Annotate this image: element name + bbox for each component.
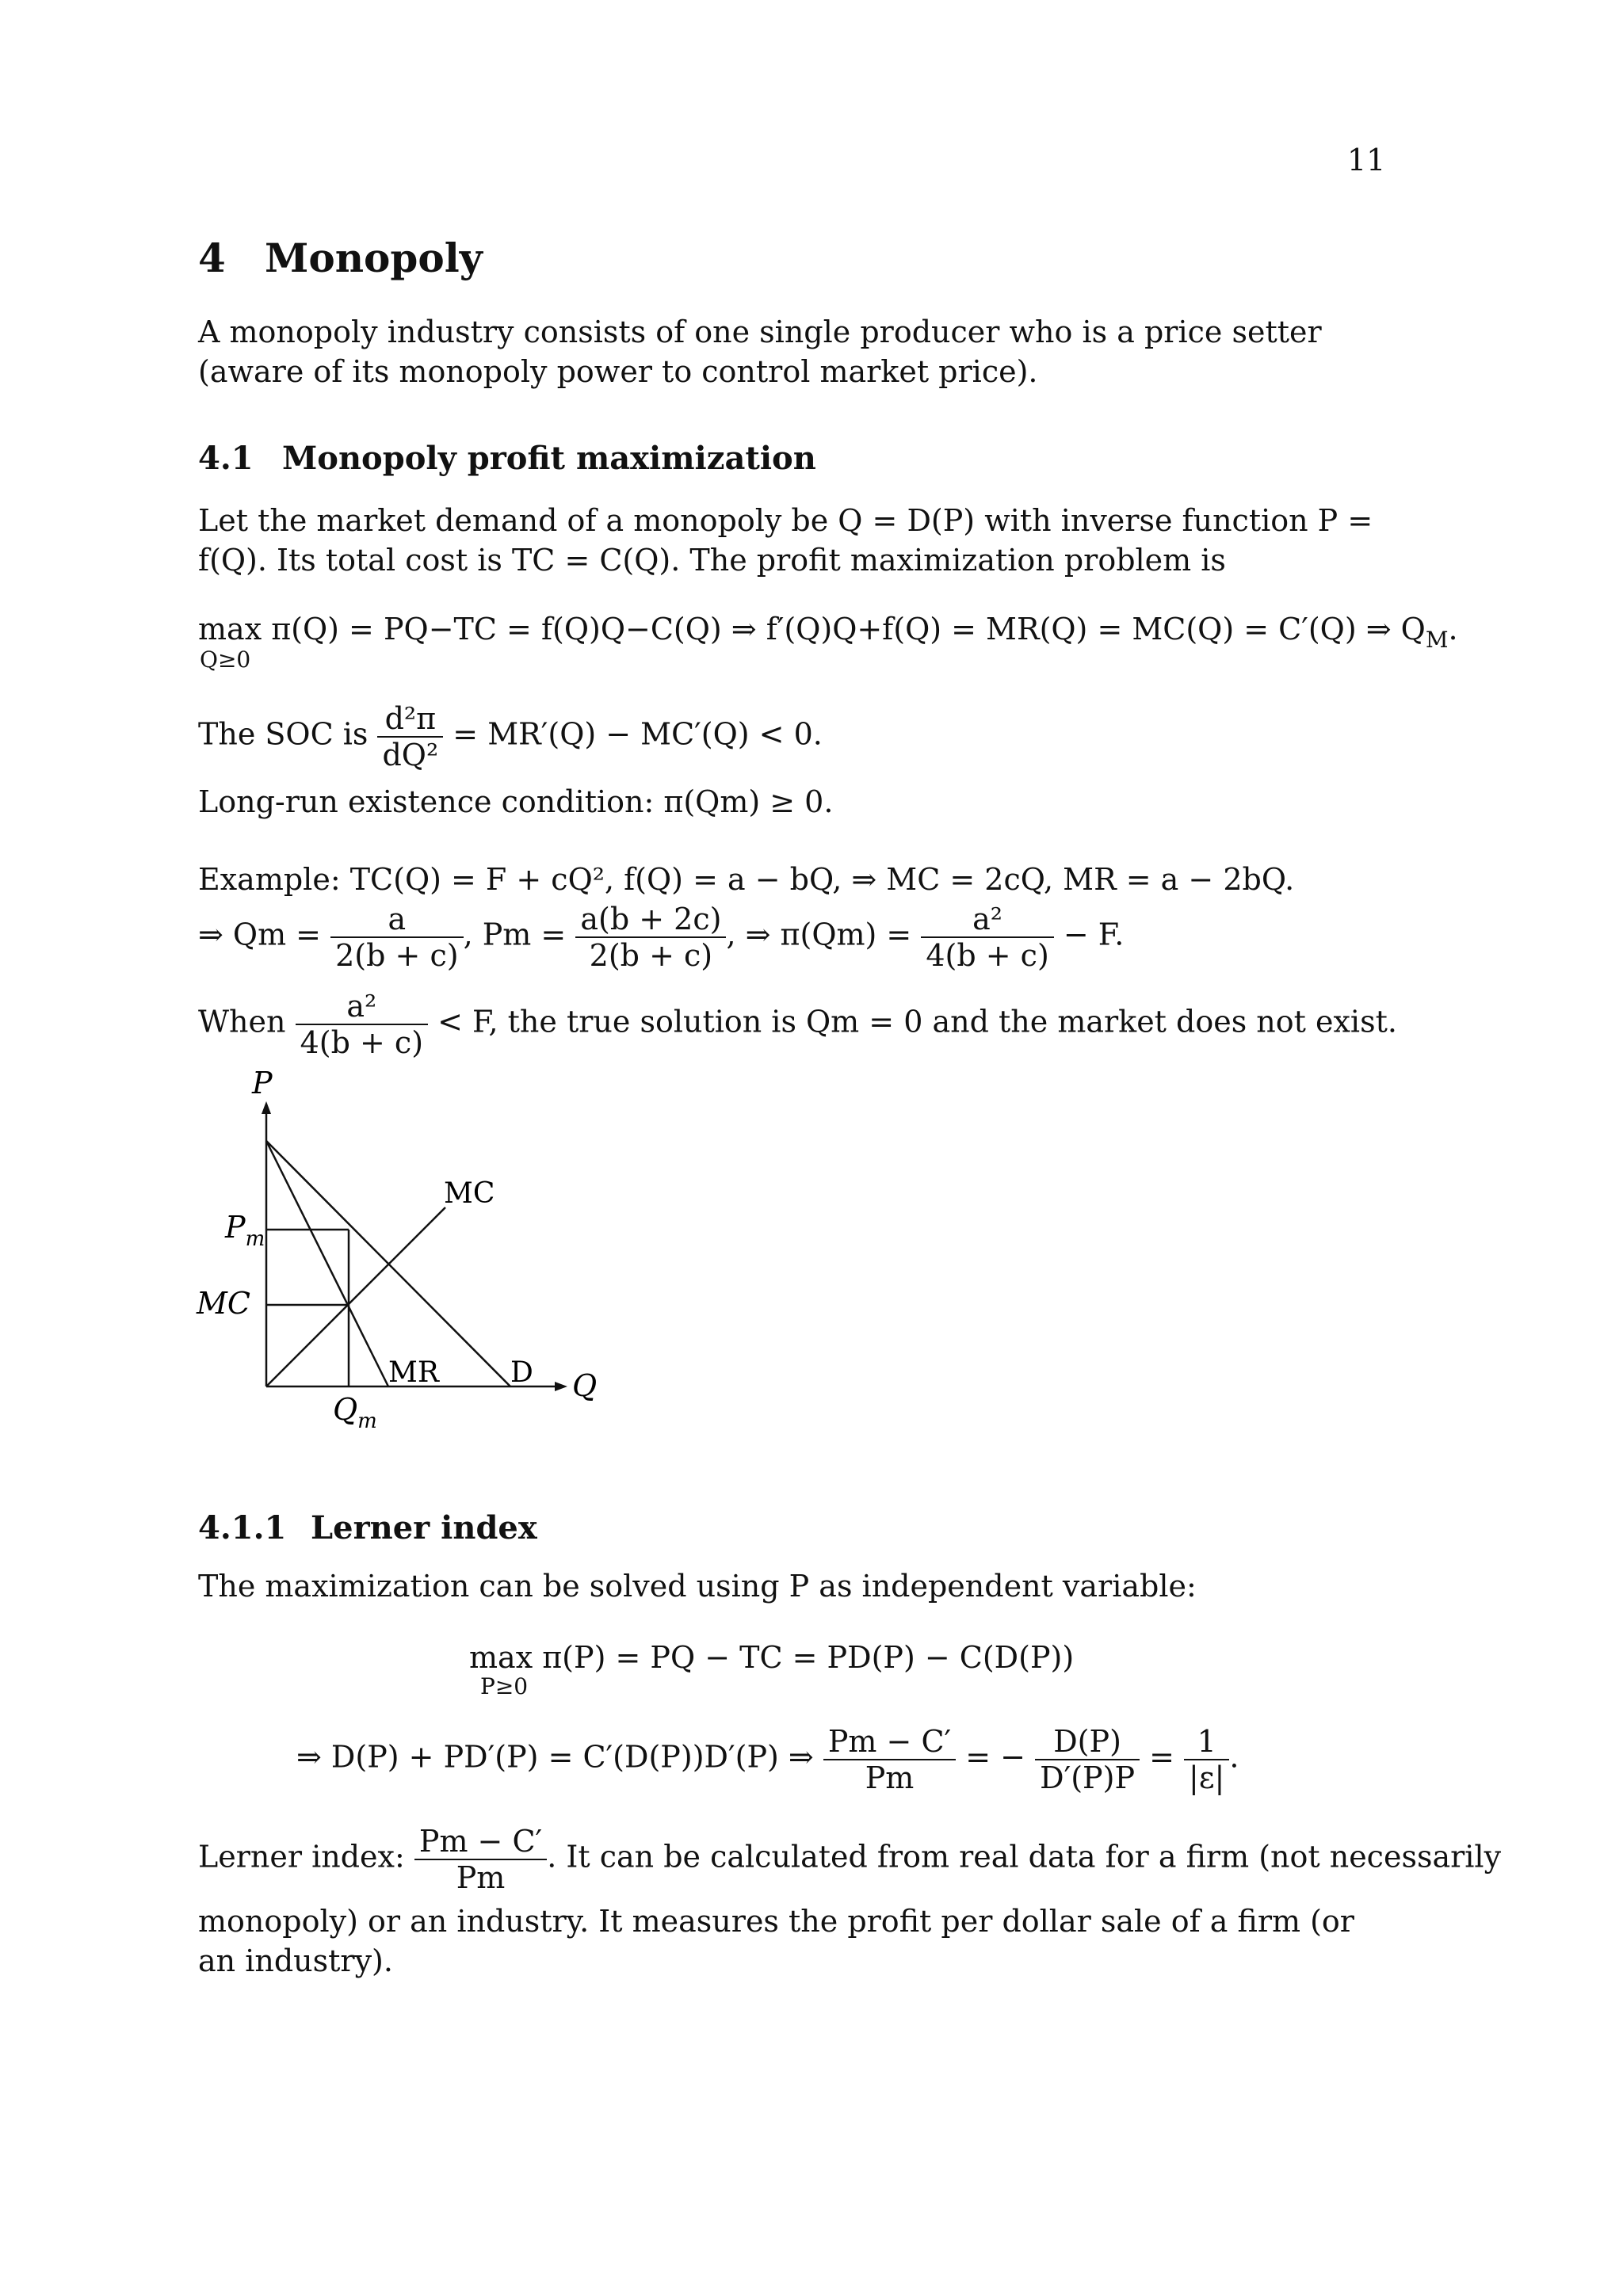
when-denominator: 4(b + c) — [300, 1025, 424, 1060]
pi-numerator: a² — [921, 902, 1053, 938]
label-d: D — [510, 1356, 533, 1389]
intro-paragraph: A monopoly industry consists of one single producer who is a price setter (aware of its monopoly power to control market price). — [198, 315, 1322, 389]
longrun-condition: Long-run existence condition: π(Qm) ≥ 0. — [198, 784, 834, 819]
setup-paragraph: Let the market demand of a monopoly be Q = D(P) with inverse function P = f(Q). Its total cost is TC = C(Q). The profit maximization problem is — [198, 503, 1373, 578]
when-prefix: When — [198, 1004, 286, 1039]
foc-fraction-3-num: 1 — [1184, 1724, 1229, 1760]
foc-fraction-3-den: |ε| — [1189, 1760, 1225, 1795]
qm-prefix: ⇒ Qm = — [198, 917, 322, 952]
pi-fraction — [921, 902, 1053, 973]
pi-prefix: , ⇒ π(Qm) = — [726, 917, 912, 952]
qm-denominator: 2(b + c) — [335, 938, 459, 973]
label-p: P — [252, 1066, 273, 1100]
foc-fraction-1 — [823, 1724, 956, 1795]
subsection-number: 4.1 — [198, 440, 254, 477]
soc-rest: = MR′(Q) − MC′(Q) < 0. — [453, 716, 823, 752]
subsection-title: Monopoly profit maximization — [282, 440, 816, 477]
lerner-label: Lerner index: — [198, 1839, 405, 1875]
label-mc-curve: MC — [444, 1177, 495, 1210]
foc-fraction-2-num: D(P) — [1035, 1724, 1140, 1760]
foc-end: . — [1229, 1739, 1239, 1775]
when-fraction — [296, 989, 428, 1060]
page-number: 11 — [1347, 143, 1386, 177]
foc-fraction-2-den: D′(P)P — [1040, 1760, 1136, 1795]
label-mr: MR — [388, 1356, 439, 1389]
subsection-heading — [198, 440, 816, 477]
lerner-definition — [198, 1824, 1501, 1895]
section-heading — [198, 235, 483, 281]
label-pm: $P_m$ — [225, 1210, 265, 1251]
soc-denominator: dQ² — [382, 738, 439, 772]
foc-equation — [296, 1724, 1239, 1795]
foc-fraction-2 — [1035, 1724, 1140, 1795]
pm-fraction — [575, 902, 726, 973]
pm-numerator: a(b + 2c) — [575, 902, 726, 938]
profit-max-text: max π(Q) = PQ−TC = f(Q)Q−C(Q) ⇒ f′(Q)Q+f(Q) = MR(Q) = MC(Q) = C′(Q) ⇒ Q — [198, 612, 1426, 646]
profit-max-subscript-m: M — [1425, 627, 1449, 653]
label-mc-axis: MC — [197, 1286, 250, 1321]
section-number: 4 — [198, 235, 226, 281]
nonexistence-condition — [198, 989, 1397, 1060]
foc-left: ⇒ D(P) + PD′(P) = C′(D(P))D′(P) ⇒ — [296, 1739, 814, 1775]
label-qm: $Q_m$ — [333, 1392, 377, 1433]
lerner-numerator: Pm − C′ — [414, 1824, 547, 1860]
foc-mid: = − — [965, 1739, 1026, 1775]
example-line: Example: TC(Q) = F + cQ², f(Q) = a − bQ, ⇒ MC = 2cQ, MR = a − 2bQ. — [198, 862, 1295, 897]
price-axis-arrow — [262, 1101, 271, 1114]
price-max-text: max π(P) = PQ − TC = PD(P) − C(D(P)) — [469, 1640, 1075, 1675]
pi-denominator: 4(b + c) — [926, 938, 1049, 973]
profit-max-equation: max π(Q) = PQ−TC = f(Q)Q−C(Q) ⇒ f′(Q)Q+f(Q) = MR(Q) = MC(Q) = C′(Q) ⇒ $Q_M$. Q≥0 — [198, 612, 1458, 673]
soc-equation — [198, 701, 823, 772]
foc-fraction-3 — [1184, 1724, 1229, 1795]
foc-eq: = — [1149, 1739, 1174, 1775]
section-title: Monopoly — [265, 235, 483, 281]
subsubsection-heading — [198, 1509, 537, 1547]
subsubsection-title: Lerner index — [311, 1509, 537, 1547]
when-suffix: < F, the true solution is Qm = 0 and the market does not exist. — [437, 1004, 1397, 1039]
price-max-equation — [469, 1640, 1075, 1699]
when-numerator: a² — [296, 989, 428, 1025]
soc-prefix: The SOC is — [198, 716, 369, 752]
soc-numerator: d²π — [377, 701, 443, 738]
subsubsection-number: 4.1.1 — [198, 1509, 287, 1547]
label-q: Q — [572, 1368, 598, 1403]
profit-max-constraint: Q≥0 — [200, 646, 251, 673]
qm-fraction — [330, 902, 463, 973]
solution-equation — [198, 902, 1124, 973]
pi-suffix: − F. — [1063, 917, 1125, 952]
pm-prefix: , Pm = — [463, 917, 567, 952]
qm-numerator: a — [330, 902, 463, 938]
quantity-axis-arrow — [555, 1382, 567, 1391]
lerner-fraction — [414, 1824, 547, 1895]
price-max-constraint: P≥0 — [480, 1673, 529, 1699]
mr-curve — [266, 1141, 388, 1386]
lerner-text-1: . It can be calculated from real data for a firm (not necessarily — [547, 1839, 1502, 1875]
lerner-intro: The maximization can be solved using P as independent variable: — [198, 1569, 1197, 1604]
lerner-explanation: monopoly) or an industry. It measures the profit per dollar sale of a firm (or an industry). — [198, 1904, 1354, 1978]
lerner-denominator: Pm — [456, 1860, 506, 1895]
pm-denominator: 2(b + c) — [589, 938, 713, 973]
soc-fraction — [377, 701, 443, 772]
foc-fraction-1-den: Pm — [865, 1760, 915, 1795]
monopoly-diagram — [190, 1062, 634, 1434]
foc-fraction-1-num: Pm − C′ — [823, 1724, 956, 1760]
